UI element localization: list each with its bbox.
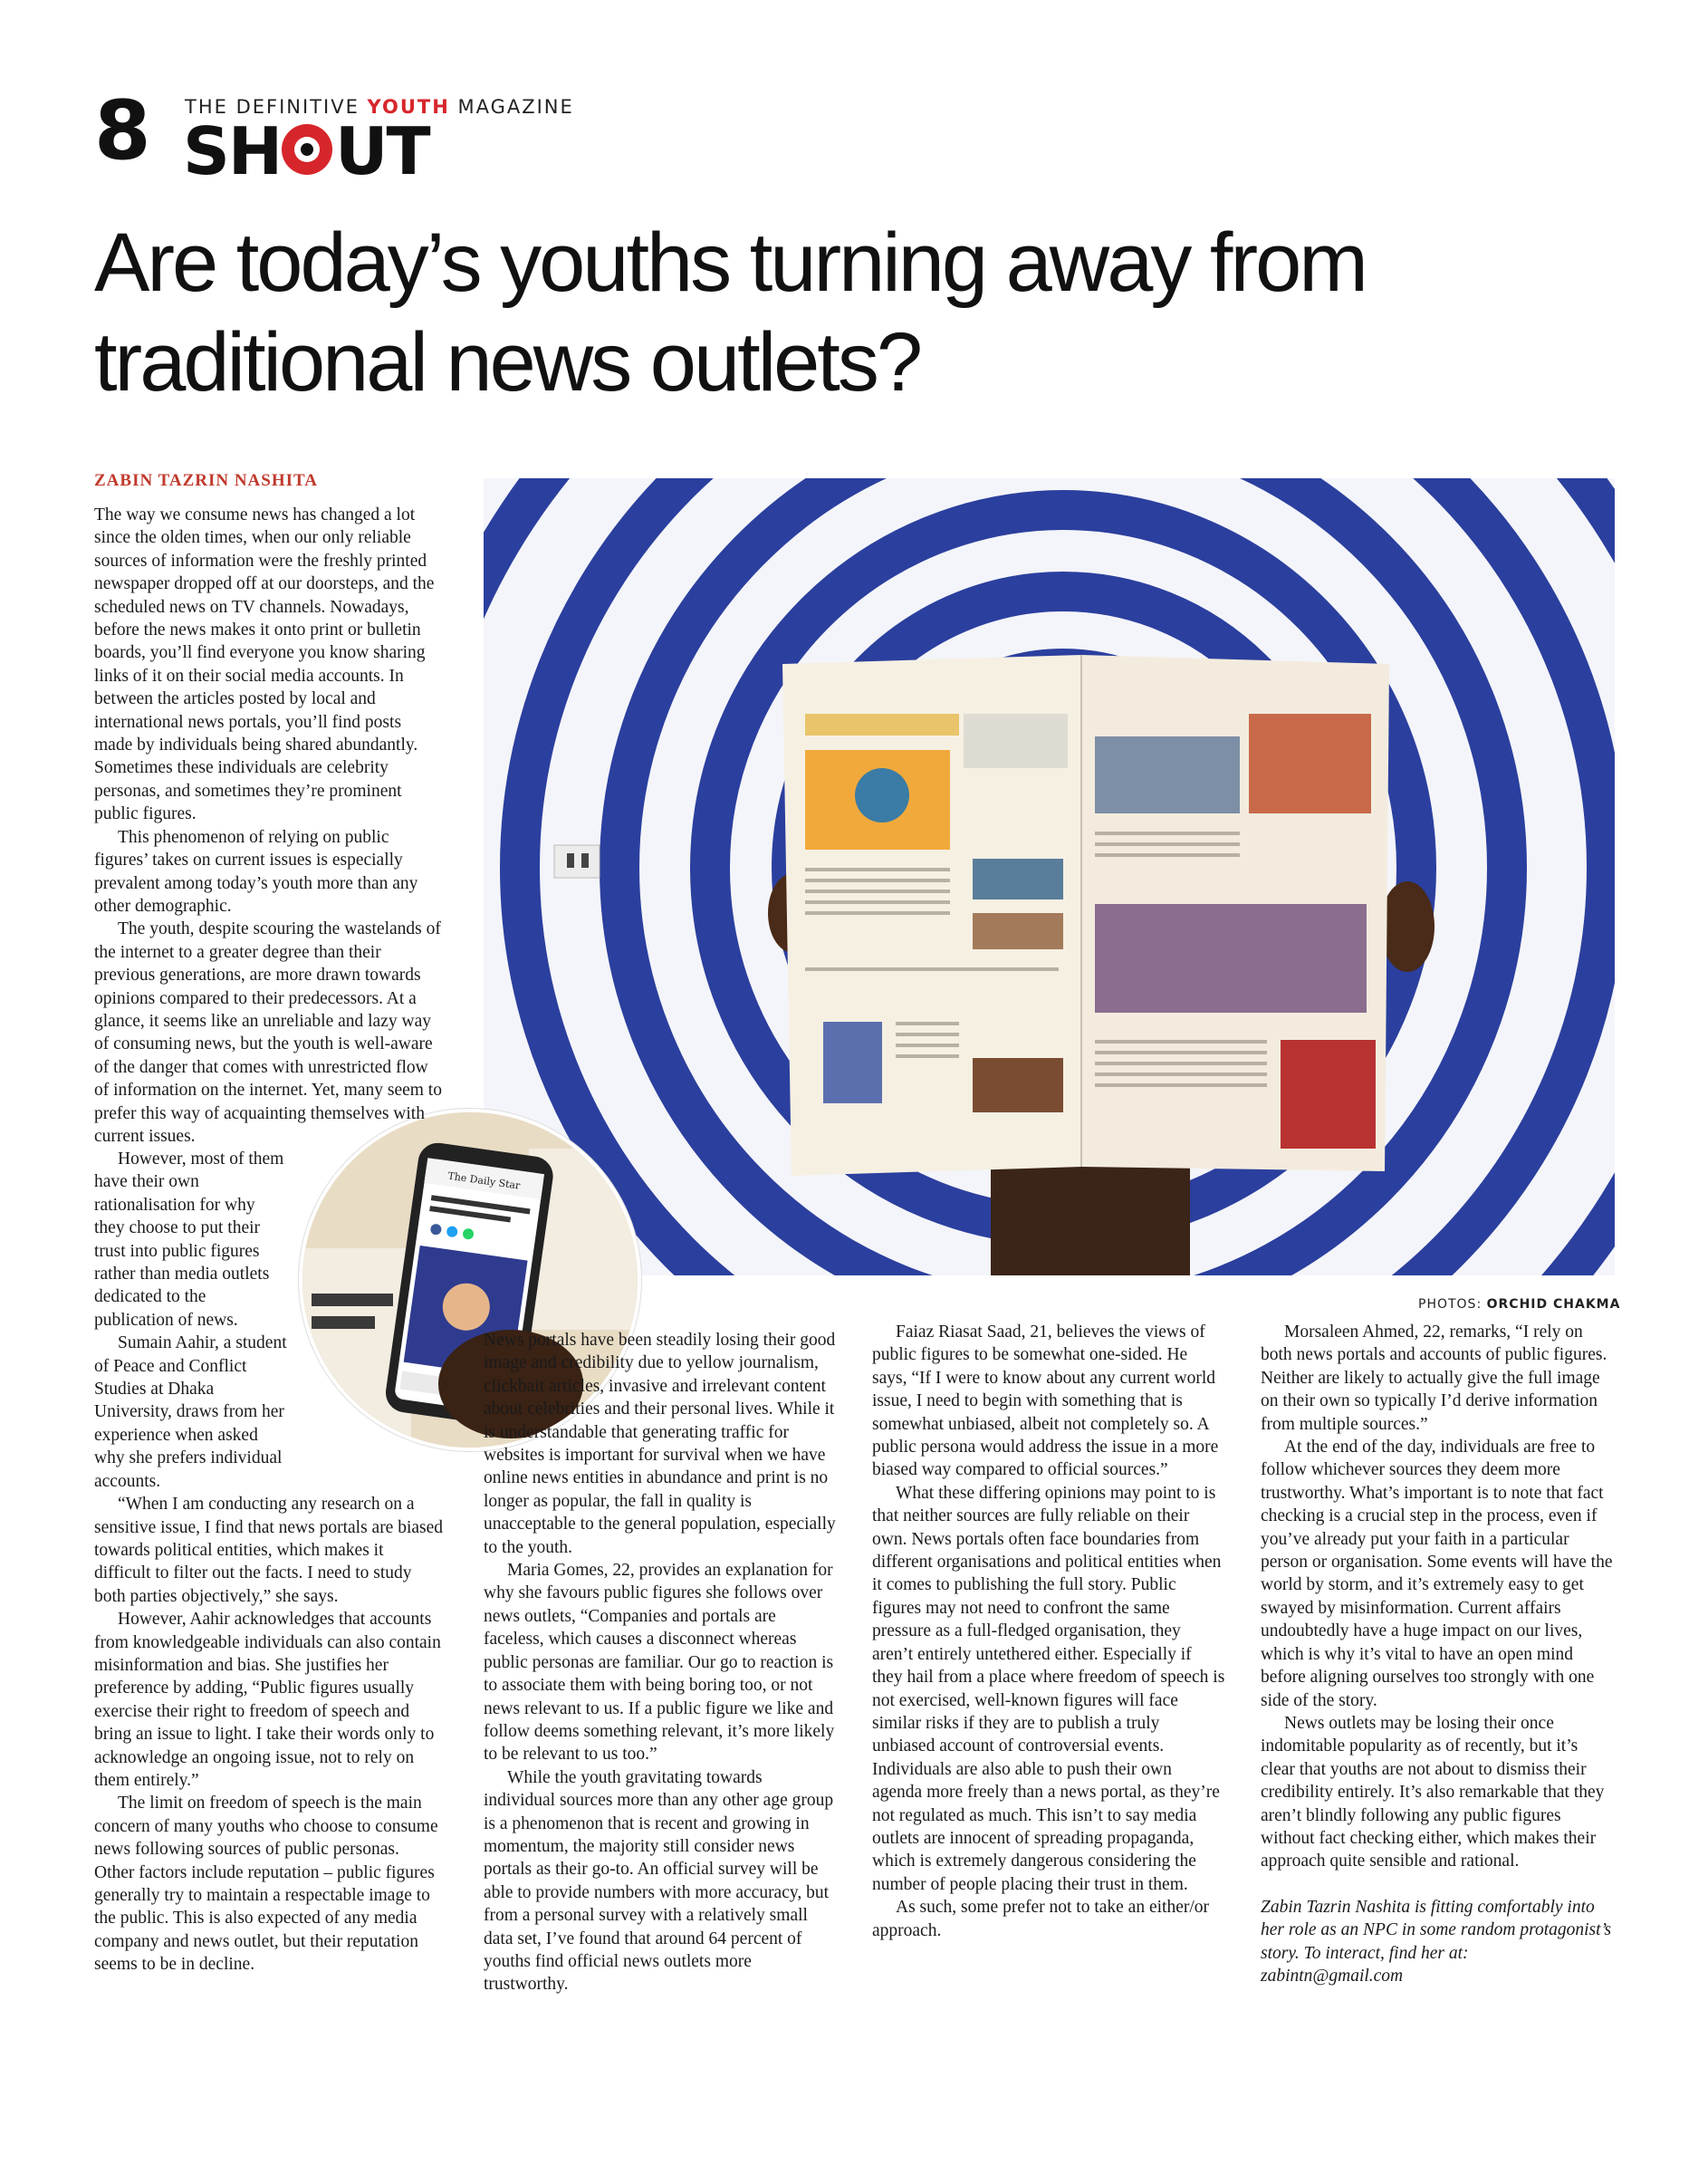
tagline-suffix: MAGAZINE: [449, 96, 574, 118]
paragraph-13: What these differing opinions may point to is that neither sources are fully reliable on their own. News portals often face boundaries from different organisations and political entities when it comes to publishing the full story. Public figures may not need to confront the same pressure as a full-fledged organisation, they aren’t entirely untethered either. Especially if they hail from a place where freedom of speech is not exercised, well-known figures will face similar risks if they are to publish a truly unbiased account of controversial events. Individuals are also able to push their own agenda more freely than a news portal, as they’re not regulated as much. This isn’t to say media outlets are innocent of spreading propaganda, which is extremely dangerous considering the number of people placing their trust in them.: [872, 1483, 1225, 1894]
hero-photo: [484, 478, 1615, 1275]
magazine-tagline: [185, 96, 574, 118]
svg-text:SH: SH: [183, 120, 282, 179]
page-number: 8: [94, 83, 151, 178]
svg-text:UT: UT: [335, 120, 429, 179]
article-column-1: [94, 504, 444, 1148]
paragraph-12: Faiaz Riasat Saad, 21, believes the views of public figures to be somewhat one-sided. He says, “If I were to know about any current world issue, I need to begin with something that is somewhat unbiased, albeit not completely so. A public persona would address the issue in a more biased way compared to official sources.”: [872, 1323, 1219, 1480]
article-column-1-lower: [94, 1148, 444, 1977]
tagline-prefix: THE DEFINITIVE: [185, 96, 368, 118]
shout-logo: [183, 120, 482, 179]
photo-credit-name: ORCHID CHAKMA: [1486, 1297, 1621, 1312]
paragraph-4: However, most of them have their own rationalisation for why they choose to put their trust into public figures rather than media outlets dedicated to the publication of news.: [94, 1150, 284, 1330]
paragraph-8: The limit on freedom of speech is the main concern of many youths who choose to consume news following sources of public personas. Other factors include reputation – public figures generally try to maintain a respectable image to the public. This is also expected of any media company and news outlet, but their reputation seems to be in decline.: [94, 1794, 438, 1975]
tagline-accent: YOUTH: [367, 96, 450, 118]
paragraph-16: At the end of the day, individuals are free to follow whichever sources they deem more trustworthy. What’s important is to note that fact checking is a crucial step in the process, even if you’ve already put your faith in a particular person or organisation. Some events will have the world by storm, and it’s extremely easy to get swayed by misinformation. Current affairs undoubtedly have a huge impact on our lives, which is why it’s vital to have an open mind before aligning ourselves too strongly with one side of the story.: [1261, 1438, 1613, 1710]
article-column-3: [872, 1321, 1225, 1942]
article-headline: Are today’s youths turning away from traditional news outlets?: [94, 216, 1366, 409]
paragraph-14: As such, some prefer not to take an either/or approach.: [872, 1898, 1210, 1940]
paragraph-11: While the youth gravitating towards individual sources more than any other age group is a phenomenon that is recent and growing in momentum, the majority still consider news portals as their go-to. An official survey will be able to provide numbers with more accuracy, but from a personal survey with a relatively small data set, I’ve found that around 64 percent of youths find official news outlets more trustworthy.: [484, 1767, 834, 1995]
paragraph-15: Morsaleen Ahmed, 22, remarks, “I rely on both news portals and accounts of public figures. Neither are likely to actually give the full image on their own so typically I’d derive information from multiple sources.”: [1261, 1323, 1607, 1434]
paragraph-10: Maria Gomes, 22, provides an explanation for why she favours public figures she follows over news outlets, “Companies and portals are faceless, which causes a disconnect whereas public personas are familiar. Our go to reaction is to associate them with being boring too, or not news relevant to us. If a public figure we like and follow deems something relevant, it’s more likely to be relevant to us too.”: [484, 1561, 835, 1765]
paragraph-1: The way we consume news has changed a lot since the olden times, when our only reliable sources of information were the freshly printed newspaper dropped off at our doorsteps, and the scheduled news on TV channels. Nowadays, before the news makes it onto print or bulletin boards, you’ll find everyone you know sharing links of it on their social media accounts. In between the articles posted by local and international news portals, you’ll find posts made by individuals being shared abundantly. Sometimes these individuals are celebrity personas, and sometimes they’re prominent public figures.: [94, 505, 435, 824]
paragraph-2: This phenomenon of relying on public figures’ takes on current issues is especially prevalent among today’s youth more than any other demographic.: [94, 827, 418, 916]
paragraph-7: However, Aahir acknowledges that accounts from knowledgeable individuals can also contain misinformation and bias. She justifies her preference by adding, “Public figures usually exercise their right to freedom of speech and bring an issue to light. I take their words only to acknowledge an ongoing issue, not to rely on them entirely.”: [94, 1610, 441, 1790]
article-byline: ZABIN TAZRIN NASHITA: [94, 471, 318, 490]
paragraph-3: The youth, despite scouring the wastelands of the internet to a greater degree than their previous generations, are more drawn towards opinions compared to their predecessors. At a glance, it seems like an unreliable and lazy way of consuming news, but the youth is well-aware of the danger that comes with unrestricted flow of information on the internet. Yet, many seem to prefer this way of acquainting themselves with current issues.: [94, 919, 442, 1146]
author-bio: Zabin Tazrin Nashita is fitting comfortably into her role as an NPC in some random protagonist’s story. To interact, find her at: zabintn@gmail.com: [1261, 1897, 1612, 1986]
photo-credit-label: PHOTOS:: [1418, 1297, 1487, 1312]
phone-screen-brand: The Daily Star: [446, 1169, 522, 1192]
paragraph-6: “When I am conducting any research on a sensitive issue, I find that news portals are biased towards political entities, which makes it difficult to filter out the facts. I need to study both parties objectively,” she says.: [94, 1495, 444, 1606]
paragraph-17: News outlets may be losing their once indomitable popularity as of recently, but it’s clear that youths are not about to dismiss their credibility entirely. It’s also remarkable that they aren’t blindly following any public figures without fact checking either, which makes their approach quite sensible and rational.: [1261, 1713, 1605, 1871]
article-column-4: [1261, 1321, 1614, 1987]
paragraph-9: News portals have been steadily losing their good image and credibility due to yellow journalism, clickbait articles, invasive and irrelevant content about celebrities and their personal lives. While it is understandable that generating traffic for websites is important for survival when we have online news entities in abundance and print is no longer as popular, the fall in quality is unacceptable to the general population, especially to the youth.: [484, 1331, 836, 1557]
paragraph-5: Sumain Aahir, a student of Peace and Conflict Studies at Dhaka University, draws from her experience when asked why she prefers individual accounts.: [94, 1333, 287, 1491]
article-column-2: [484, 1329, 837, 1996]
photo-credit: [1418, 1297, 1620, 1312]
inset-wrap-spacer: [290, 1148, 444, 1451]
